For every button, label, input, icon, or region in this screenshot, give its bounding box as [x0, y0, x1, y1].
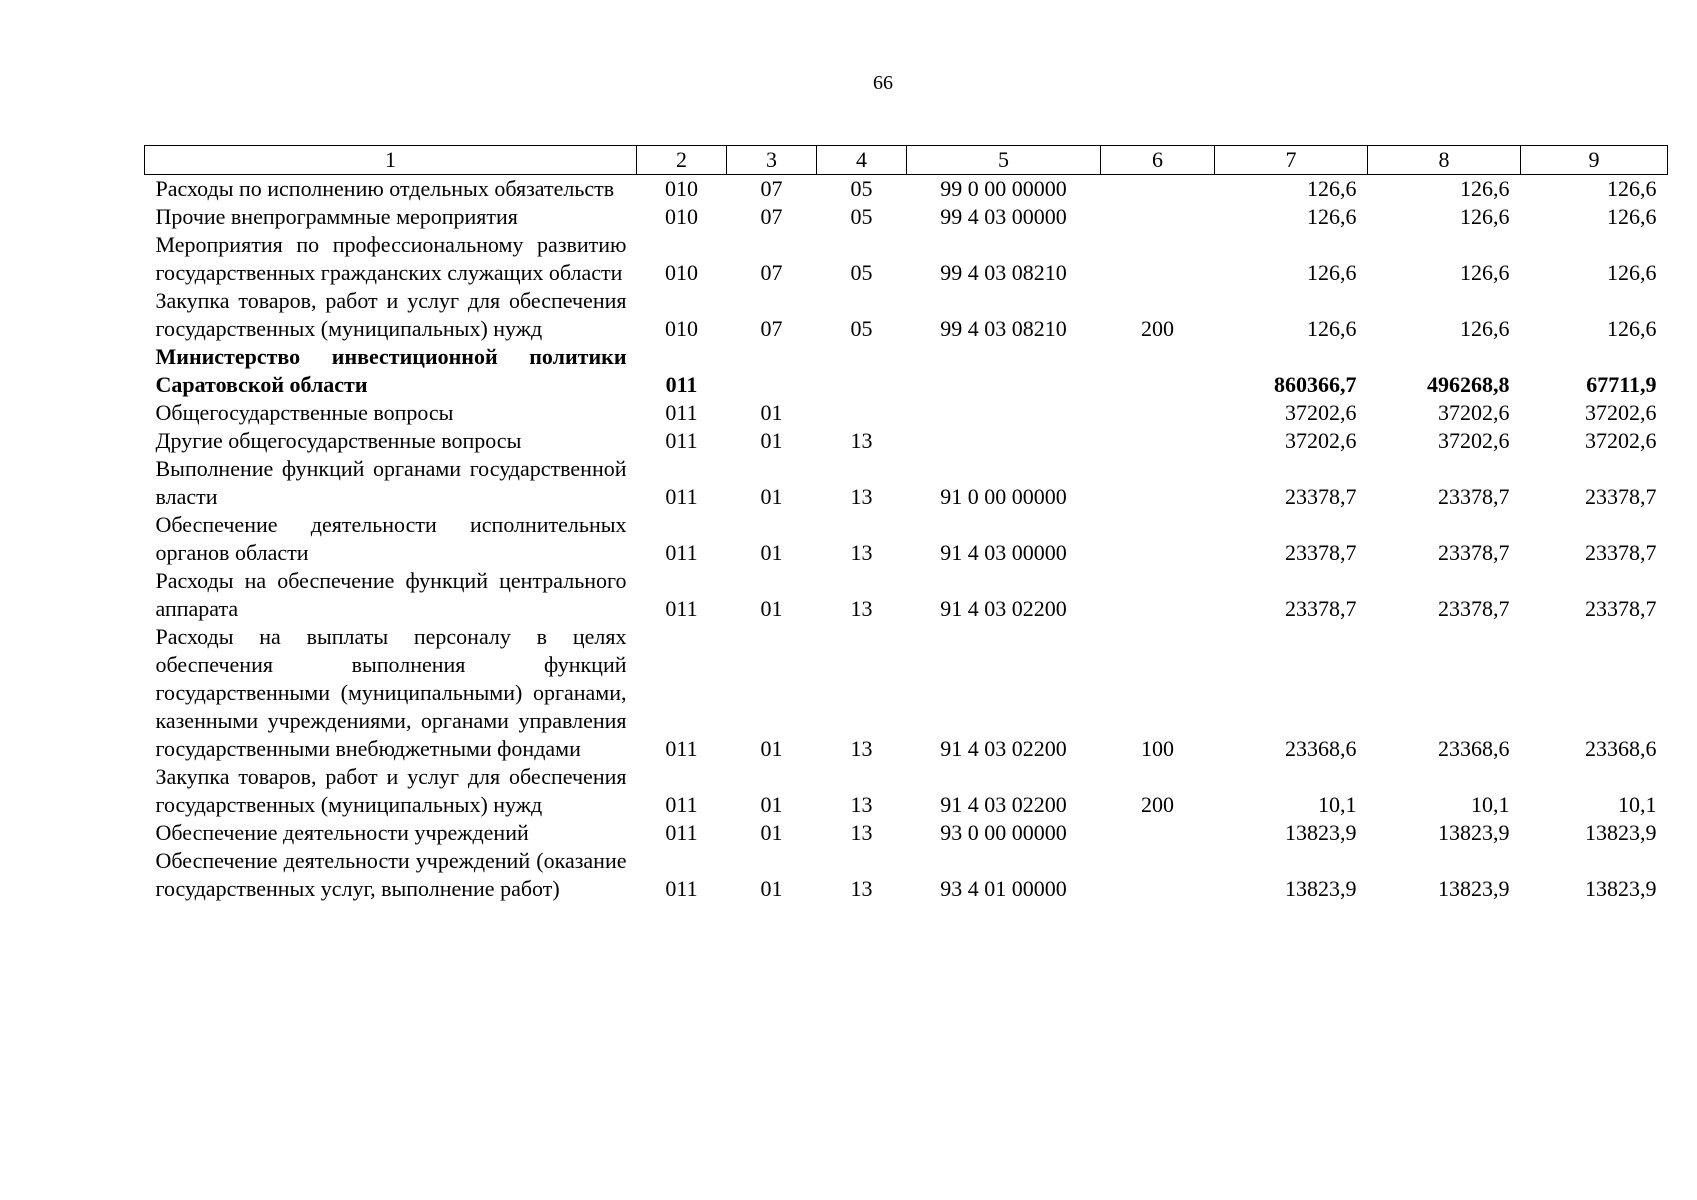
header-cell: 8	[1368, 146, 1521, 175]
table-row	[145, 287, 1668, 343]
expense-type-cell	[1101, 567, 1215, 623]
amount-cell-col8: 126,6	[1460, 176, 1510, 201]
target-code-cell	[907, 427, 1101, 455]
subsection-code-cell: 13	[850, 596, 873, 621]
expense-type-cell	[1101, 343, 1215, 399]
expense-type-cell: 200	[1141, 316, 1174, 341]
section-code-cell: 07	[760, 204, 783, 229]
target-code-cell: 91 4 03 00000	[940, 540, 1067, 565]
section-code-cell: 01	[760, 400, 783, 425]
section-code-cell	[727, 343, 817, 399]
ministry-code-cell: 011	[665, 792, 698, 817]
amount-cell-col8: 126,6	[1460, 204, 1510, 229]
target-code-cell: 99 4 03 08210	[940, 260, 1067, 285]
header-cell: 5	[907, 146, 1101, 175]
page-number: 66	[873, 72, 893, 94]
expense-type-cell	[1101, 231, 1215, 287]
table-row	[145, 847, 1668, 903]
amount-cell-col9: 126,6	[1607, 260, 1657, 285]
target-code-cell: 99 4 03 00000	[940, 204, 1067, 229]
budget-table	[144, 145, 1668, 903]
expense-type-cell: 200	[1141, 792, 1174, 817]
amount-cell-col9: 23368,6	[1585, 736, 1657, 761]
subsection-code-cell	[817, 399, 907, 427]
table-row	[145, 567, 1668, 623]
table-row	[145, 231, 1668, 287]
expense-type-cell	[1101, 427, 1215, 455]
table-row	[145, 399, 1668, 427]
expense-type-cell	[1101, 455, 1215, 511]
row-name-cell: Расходы на обеспечение функций центрального аппарата	[155, 568, 627, 621]
table-row	[145, 455, 1668, 511]
amount-cell-col8: 37202,6	[1438, 400, 1510, 425]
row-name-cell: Мероприятия по профессиональному развитию государственных гражданских служащих области	[155, 232, 627, 285]
amount-cell-col7: 37202,6	[1285, 400, 1357, 425]
amount-cell-col9: 10,1	[1618, 792, 1657, 817]
target-code-cell: 93 4 01 00000	[940, 876, 1067, 901]
subsection-code-cell: 05	[850, 316, 873, 341]
expense-type-cell	[1101, 399, 1215, 427]
expense-type-cell	[1101, 511, 1215, 567]
header-cell: 1	[145, 146, 637, 175]
ministry-code-cell: 010	[665, 316, 698, 341]
expense-type-cell	[1101, 203, 1215, 231]
section-code-cell: 07	[760, 316, 783, 341]
table-row	[145, 175, 1668, 204]
row-name-cell: Прочие внепрограммные мероприятия	[155, 204, 518, 229]
amount-cell-col8: 13823,9	[1438, 820, 1510, 845]
row-name-cell: Обеспечение деятельности исполнительных органов области	[155, 512, 627, 565]
header-cell: 7	[1215, 146, 1368, 175]
ministry-code-cell: 011	[665, 372, 698, 397]
expense-type-cell	[1101, 175, 1215, 204]
amount-cell-col9: 13823,9	[1585, 876, 1657, 901]
amount-cell-col7: 23378,7	[1285, 484, 1357, 509]
amount-cell-col7: 126,6	[1307, 316, 1357, 341]
amount-cell-col7: 37202,6	[1285, 428, 1357, 453]
row-name-cell: Министерство инвестиционной политики Саратовской области	[155, 344, 627, 397]
amount-cell-col7: 10,1	[1318, 792, 1357, 817]
ministry-code-cell: 011	[665, 876, 698, 901]
header-cell: 9	[1521, 146, 1668, 175]
amount-cell-col9: 37202,6	[1585, 400, 1657, 425]
subsection-code-cell: 05	[850, 176, 873, 201]
section-code-cell: 01	[760, 736, 783, 761]
subsection-code-cell: 13	[850, 540, 873, 565]
ministry-code-cell: 010	[665, 176, 698, 201]
target-code-cell	[907, 399, 1101, 427]
target-code-cell	[907, 343, 1101, 399]
section-code-cell: 01	[760, 792, 783, 817]
row-name-cell: Обеспечение деятельности учреждений	[155, 820, 529, 845]
target-code-cell: 93 0 00 00000	[940, 820, 1067, 845]
row-name-cell: Расходы на выплаты персоналу в целях обеспечения выполнения функций государственными (муниципальными) органами, казенными учреждениями, органами управления государственными внебюджетными фондами	[155, 624, 627, 761]
ministry-code-cell: 011	[665, 820, 698, 845]
row-name-cell: Другие общегосударственные вопросы	[155, 428, 522, 453]
amount-cell-col8: 126,6	[1460, 316, 1510, 341]
subsection-code-cell: 13	[850, 736, 873, 761]
target-code-cell: 91 0 00 00000	[940, 484, 1067, 509]
amount-cell-col7: 13823,9	[1285, 876, 1357, 901]
amount-cell-col8: 496268,8	[1427, 372, 1510, 397]
section-code-cell: 01	[760, 820, 783, 845]
amount-cell-col7: 860366,7	[1274, 372, 1357, 397]
subsection-code-cell: 13	[850, 792, 873, 817]
amount-cell-col8: 10,1	[1471, 792, 1510, 817]
header-cell: 3	[727, 146, 817, 175]
section-code-cell: 01	[760, 428, 783, 453]
target-code-cell: 91 4 03 02200	[940, 792, 1067, 817]
table-header-row	[145, 146, 1668, 175]
amount-cell-col9: 126,6	[1607, 316, 1657, 341]
amount-cell-col8: 23378,7	[1438, 540, 1510, 565]
ministry-code-cell: 011	[665, 484, 698, 509]
target-code-cell: 99 0 00 00000	[940, 176, 1067, 201]
amount-cell-col8: 23378,7	[1438, 484, 1510, 509]
header-cell: 2	[637, 146, 727, 175]
section-code-cell: 01	[760, 484, 783, 509]
row-name-cell: Выполнение функций органами государственной власти	[155, 456, 627, 509]
expense-type-cell: 100	[1141, 736, 1174, 761]
amount-cell-col7: 126,6	[1307, 204, 1357, 229]
amount-cell-col9: 126,6	[1607, 176, 1657, 201]
header-cell: 6	[1101, 146, 1215, 175]
subsection-code-cell: 05	[850, 260, 873, 285]
target-code-cell: 91 4 03 02200	[940, 596, 1067, 621]
target-code-cell: 99 4 03 08210	[940, 316, 1067, 341]
row-name-cell: Обеспечение деятельности учреждений (оказание государственных услуг, выполнение работ)	[155, 848, 627, 901]
amount-cell-col8: 23378,7	[1438, 596, 1510, 621]
amount-cell-col8: 37202,6	[1438, 428, 1510, 453]
amount-cell-col9: 37202,6	[1585, 428, 1657, 453]
amount-cell-col7: 126,6	[1307, 260, 1357, 285]
row-name-cell: Расходы по исполнению отдельных обязательств	[155, 176, 615, 201]
amount-cell-col9: 67711,9	[1586, 372, 1657, 397]
subsection-code-cell: 13	[850, 484, 873, 509]
section-code-cell: 07	[760, 260, 783, 285]
table-row	[145, 427, 1668, 455]
header-cell: 4	[817, 146, 907, 175]
expense-type-cell	[1101, 819, 1215, 847]
table-row	[145, 623, 1668, 763]
table-row	[145, 203, 1668, 231]
amount-cell-col9: 23378,7	[1585, 540, 1657, 565]
amount-cell-col9: 126,6	[1607, 204, 1657, 229]
ministry-code-cell: 011	[665, 596, 698, 621]
ministry-code-cell: 011	[665, 428, 698, 453]
expense-type-cell	[1101, 847, 1215, 903]
ministry-code-cell: 010	[665, 204, 698, 229]
section-code-cell: 01	[760, 876, 783, 901]
amount-cell-col9: 23378,7	[1585, 484, 1657, 509]
amount-cell-col7: 126,6	[1307, 176, 1357, 201]
row-name-cell: Закупка товаров, работ и услуг для обеспечения государственных (муниципальных) нужд	[155, 288, 627, 341]
amount-cell-col7: 23378,7	[1285, 596, 1357, 621]
amount-cell-col8: 23368,6	[1438, 736, 1510, 761]
ministry-code-cell: 011	[665, 400, 698, 425]
ministry-code-cell: 011	[665, 736, 698, 761]
row-name-cell: Закупка товаров, работ и услуг для обеспечения государственных (муниципальных) нужд	[155, 764, 627, 817]
subsection-code-cell: 13	[850, 428, 873, 453]
target-code-cell: 91 4 03 02200	[940, 736, 1067, 761]
amount-cell-col8: 126,6	[1460, 260, 1510, 285]
subsection-code-cell: 13	[850, 820, 873, 845]
section-code-cell: 07	[760, 176, 783, 201]
ministry-code-cell: 011	[665, 540, 698, 565]
amount-cell-col7: 23368,6	[1285, 736, 1357, 761]
section-code-cell: 01	[760, 540, 783, 565]
subsection-code-cell: 05	[850, 204, 873, 229]
section-code-cell: 01	[760, 596, 783, 621]
subsection-code-cell: 13	[850, 876, 873, 901]
amount-cell-col7: 23378,7	[1285, 540, 1357, 565]
table-row	[145, 343, 1668, 399]
ministry-code-cell: 010	[665, 260, 698, 285]
table-row	[145, 819, 1668, 847]
table-row	[145, 511, 1668, 567]
amount-cell-col8: 13823,9	[1438, 876, 1510, 901]
subsection-code-cell	[817, 343, 907, 399]
amount-cell-col9: 13823,9	[1585, 820, 1657, 845]
amount-cell-col9: 23378,7	[1585, 596, 1657, 621]
amount-cell-col7: 13823,9	[1285, 820, 1357, 845]
row-name-cell: Общегосударственные вопросы	[155, 400, 454, 425]
table-row	[145, 763, 1668, 819]
